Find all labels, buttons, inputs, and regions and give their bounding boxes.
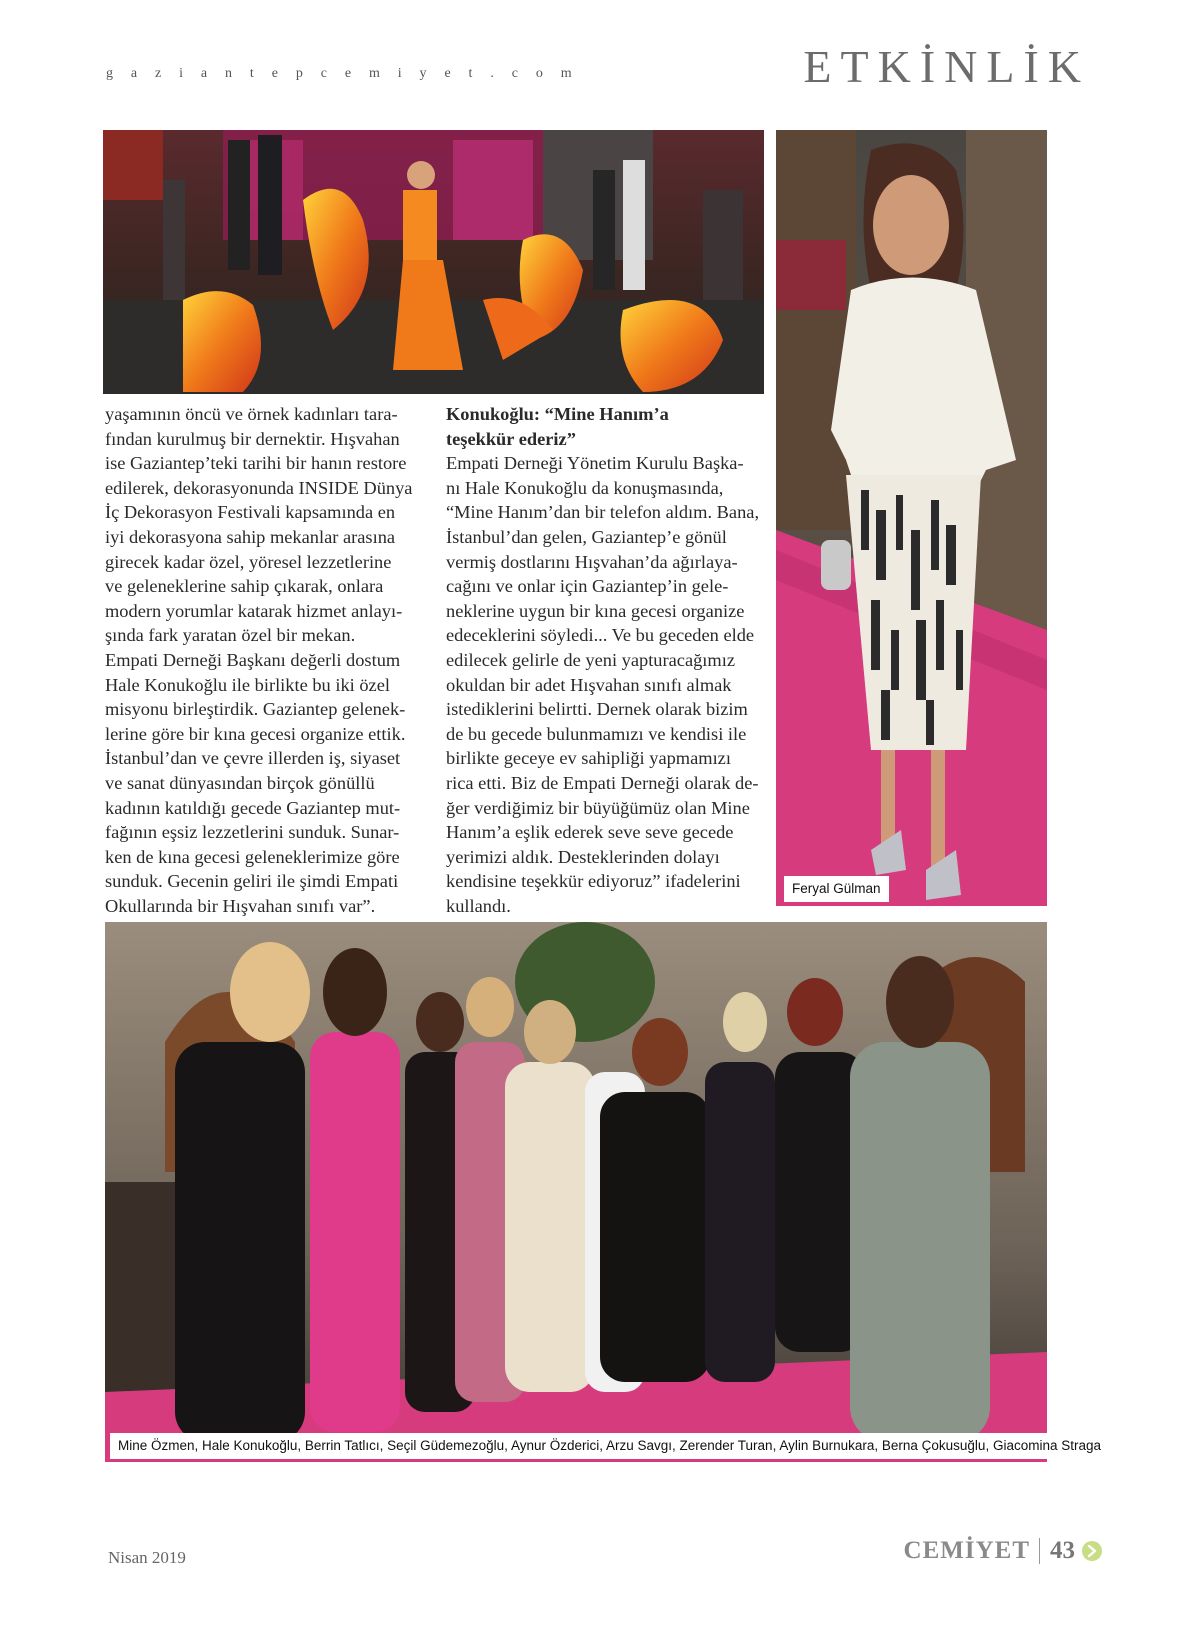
text-line: Hanım’a eşlik ederek seve seve gecede (446, 822, 734, 843)
portrait-caption: Feryal Gülman (784, 876, 889, 902)
text-line: edeceklerini söyledi... Ve bu geceden elde (446, 625, 755, 646)
text-line: de bu gecede bulunmamızı ve kendisi ile (446, 723, 747, 744)
text-line: ğer verdiğimiz bir büyüğümüz olan Mine (446, 797, 750, 818)
text-line: cağını ve onlar için Gaziantep’in gele- (446, 576, 729, 597)
text-line: okuldan bir adet Hışvahan sınıfı almak (446, 674, 732, 695)
magazine-brand: CEMİYET (903, 1537, 1030, 1564)
text-line: ken de kına gecesi geleneklerimize göre (105, 846, 400, 867)
text-line: nı Hale Konukoğlu da konuşmasında, (446, 477, 724, 498)
text-line: kadının katıldığı gecede Gaziantep mut- (105, 797, 401, 818)
text-line: sunduk. Gecenin geliri ile şimdi Empati (105, 871, 399, 892)
page-number: 43 (1050, 1537, 1075, 1564)
text-line: edilecek gelirle de yeni yapturacağımız (446, 649, 735, 670)
text-line: ise Gaziantep’teki tarihi bir hanın restore (105, 453, 407, 474)
text-line: misyonu birleştirdik. Gaziantep gelenek- (105, 699, 406, 720)
group-scene-illustration (105, 922, 1047, 1462)
text-line: yaşamının öncü ve örnek kadınları tara- (105, 404, 398, 424)
text-line: fından kurulmuş bir dernektir. Hışvahan (105, 428, 400, 449)
text-line: istediklerini belirtti. Dernek olarak bizim (446, 699, 748, 720)
dance-performance-photo (103, 130, 764, 394)
footer-divider (1039, 1538, 1040, 1564)
subheading-line: teşekkür ederiz” (446, 428, 576, 449)
text-line: lerine göre bir kına gecesi organize ettik. (105, 723, 406, 744)
site-url: g a z i a n t e p c e m i y e t . c o m (106, 66, 579, 81)
text-line: yerimizi aldık. Desteklerinden dolayı (446, 846, 720, 867)
text-line: Okullarında bir Hışvahan sınıfı var”. (105, 895, 376, 916)
text-line: girecek kadar özel, yöresel lezzetlerine (105, 551, 392, 572)
text-line: edilerek, dekorasyonunda INSIDE Dünya (105, 477, 413, 498)
portrait-illustration (776, 130, 1047, 906)
text-line: neklerine uygun bir kına gecesi organize (446, 600, 745, 621)
text-line: fağının eşsiz lezzetlerini sunduk. Sunar- (105, 822, 400, 843)
text-line: İç Dekorasyon Festivali kapsamında en (105, 502, 396, 523)
text-line: ve geleneklerine sahip çıkarak, onlara (105, 576, 384, 597)
section-title: ETKİNLİK (803, 41, 1090, 92)
text-line: İstanbul’dan gelen, Gaziantep’e gönül (446, 526, 727, 547)
text-line: Empati Derneği Yönetim Kurulu Başka- (446, 453, 744, 474)
text-line: kendisine teşekkür ediyoruz” ifadelerini (446, 871, 741, 892)
article-column-right (446, 402, 771, 918)
article-column-left (105, 402, 425, 918)
text-line: ve sanat dünyasından birçok gönüllü (105, 772, 375, 793)
text-line: kullandı. (446, 895, 511, 916)
text-line: iyi dekorasyona sahip mekanlar arasına (105, 526, 396, 547)
text-line: modern yorumlar katarak hizmet anlayı- (105, 600, 403, 621)
text-line: Empati Derneği Başkanı değerli dostum (105, 649, 401, 670)
portrait-photo (776, 130, 1047, 906)
text-line: İstanbul’dan ve çevre illerden iş, siyaset (105, 748, 401, 769)
text-line: “Mine Hanım’dan bir telefon aldım. Bana, (446, 502, 760, 523)
text-line: Hale Konukoğlu ile birlikte bu iki özel (105, 674, 390, 695)
text-line: birlikte geceye ev sahipliği yapmamızı (446, 748, 731, 769)
next-page-arrow-icon (1082, 1541, 1102, 1561)
text-line: vermiş dostlarını Hışvahan’da ağırlaya- (446, 551, 738, 572)
group-photo (105, 922, 1047, 1462)
dance-scene-illustration (103, 130, 764, 394)
group-caption: Mine Özmen, Hale Konukoğlu, Berrin Tatlıcı, Seçil Güdemezoğlu, Aynur Özderici, Arzu Savgı, Zerender Turan, Aylin Burnukara, Berna Çokusuğlu, Giacomina Straga (110, 1433, 1109, 1459)
text-line: rica etti. Biz de Empati Derneği olarak de- (446, 772, 759, 793)
text-line: şında fark yaratan özel bir mekan. (105, 625, 356, 646)
subheading-line: Konukoğlu: “Mine Hanım’a (446, 404, 669, 424)
issue-date: Nisan 2019 (108, 1548, 186, 1567)
